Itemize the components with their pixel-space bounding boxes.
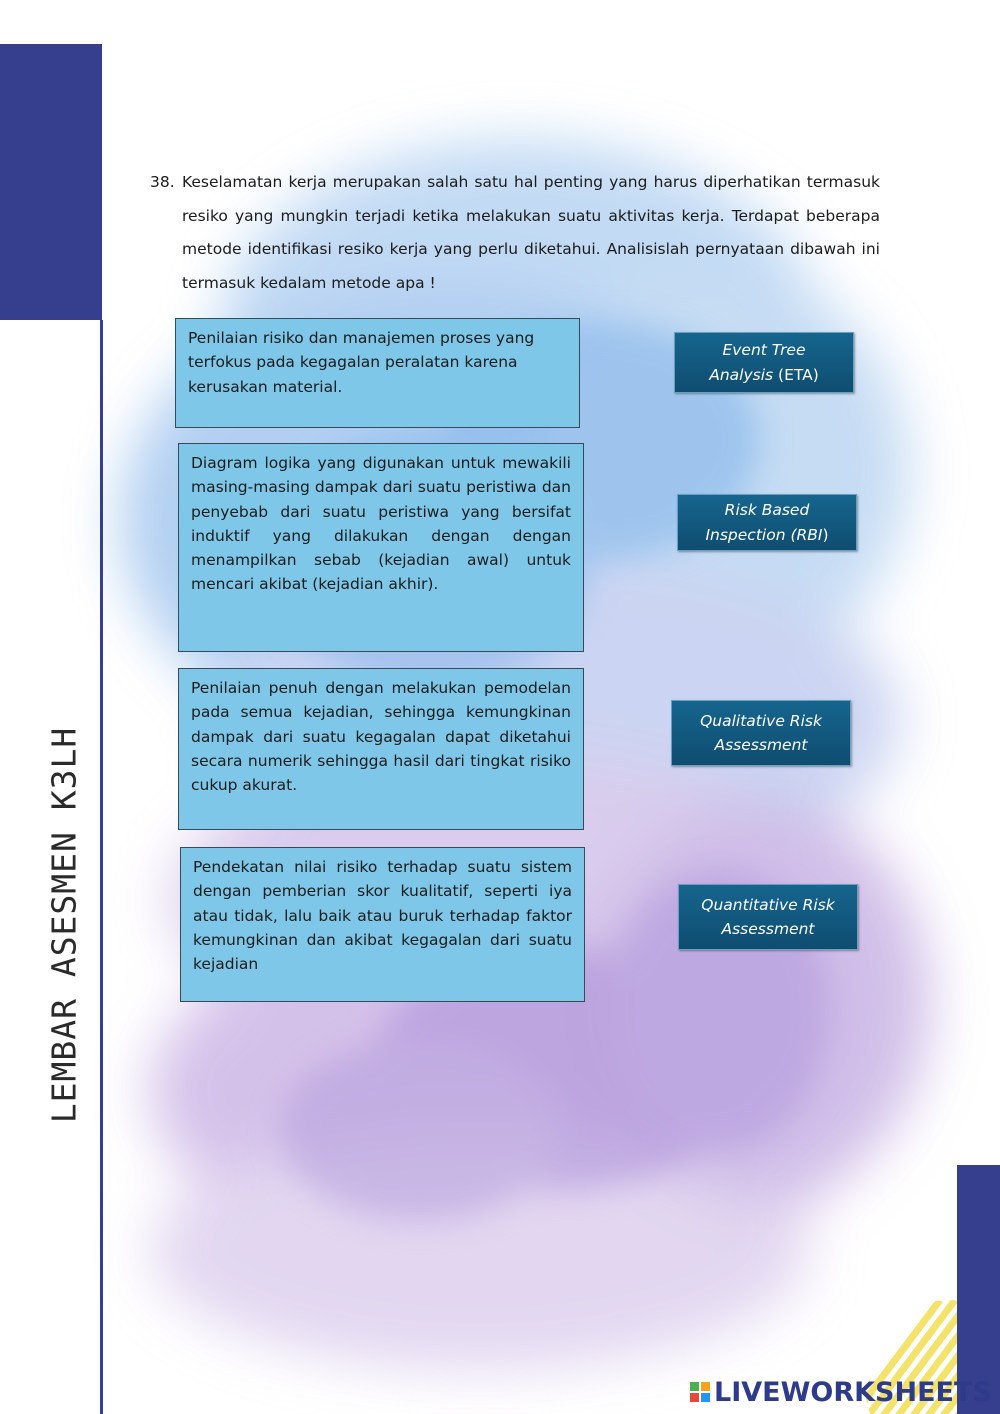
- answer-line2-rest: ): [822, 525, 829, 544]
- question-number: 38.: [150, 173, 175, 191]
- question: [150, 166, 880, 300]
- statement-box-1[interactable]: Penilaian risiko dan manajemen proses yang terfokus pada kegagalan peralatan karena kerusakan material.: [175, 318, 580, 428]
- answer-line1: Risk Based: [724, 501, 810, 519]
- answer-card-eta[interactable]: [674, 332, 854, 393]
- answer-card-qualitative[interactable]: [671, 700, 851, 766]
- liveworksheets-logo: [690, 1375, 992, 1409]
- question-text: Keselamatan kerja merupakan salah satu hal penting yang harus diperhatikan termasuk resiko yang mungkin terjadi ketika melakukan suatu aktivitas kerja. Terdapat beberapa metode identifikasi resiko kerja yang perlu diketahui. Analisislah pernyataan dibawah ini termasuk kedalam metode apa !: [182, 173, 880, 292]
- answer-line2-italic: Assessment: [721, 920, 815, 938]
- side-line: [100, 320, 103, 1414]
- answer-card-quantitative[interactable]: [678, 884, 858, 950]
- logo-squares-icon: [690, 1382, 710, 1402]
- answer-line2-italic: Assessment: [714, 736, 808, 754]
- answer-line2-italic: Inspection (RBI: [705, 525, 823, 544]
- side-bar-top: [0, 44, 102, 320]
- answer-line1: Quantitative Risk: [701, 895, 835, 914]
- answer-line1: Event Tree: [722, 341, 806, 359]
- answer-line2-italic: Analysis: [709, 365, 774, 384]
- answer-line1: Qualitative Risk: [700, 711, 822, 730]
- answer-card-rbi[interactable]: [677, 494, 857, 551]
- statement-box-2[interactable]: Diagram logika yang digunakan untuk mewakili masing-masing dampak dari suatu peristiwa dan penyebab dari suatu peristiwa yang bersifat induktif yang dilakukan dengan dengan menampilkan sebab (kejadian awal) untuk mencari akibat (kejadian akhir).: [178, 443, 584, 652]
- statement-box-4[interactable]: Pendekatan nilai risiko terhadap suatu sistem dengan pemberian skor kualitatif, seperti iya atau tidak, lalu baik atau buruk terhadap faktor kemungkinan dan akibat kegagalan dari suatu kejadian: [180, 847, 585, 1002]
- side-title: LEMBAR ASESMEN K3LH: [44, 726, 84, 1124]
- answer-line2-rest: (ETA): [773, 365, 819, 384]
- statement-box-3[interactable]: Penilaian penuh dengan melakukan pemodelan pada semua kejadian, sehingga kemungkinan dampak dari suatu kegagalan dapat diketahui secara numerik sehingga hasil dari tingkat risiko cukup akurat.: [178, 668, 584, 830]
- logo-text: LIVEWORKSHEETS: [714, 1376, 992, 1408]
